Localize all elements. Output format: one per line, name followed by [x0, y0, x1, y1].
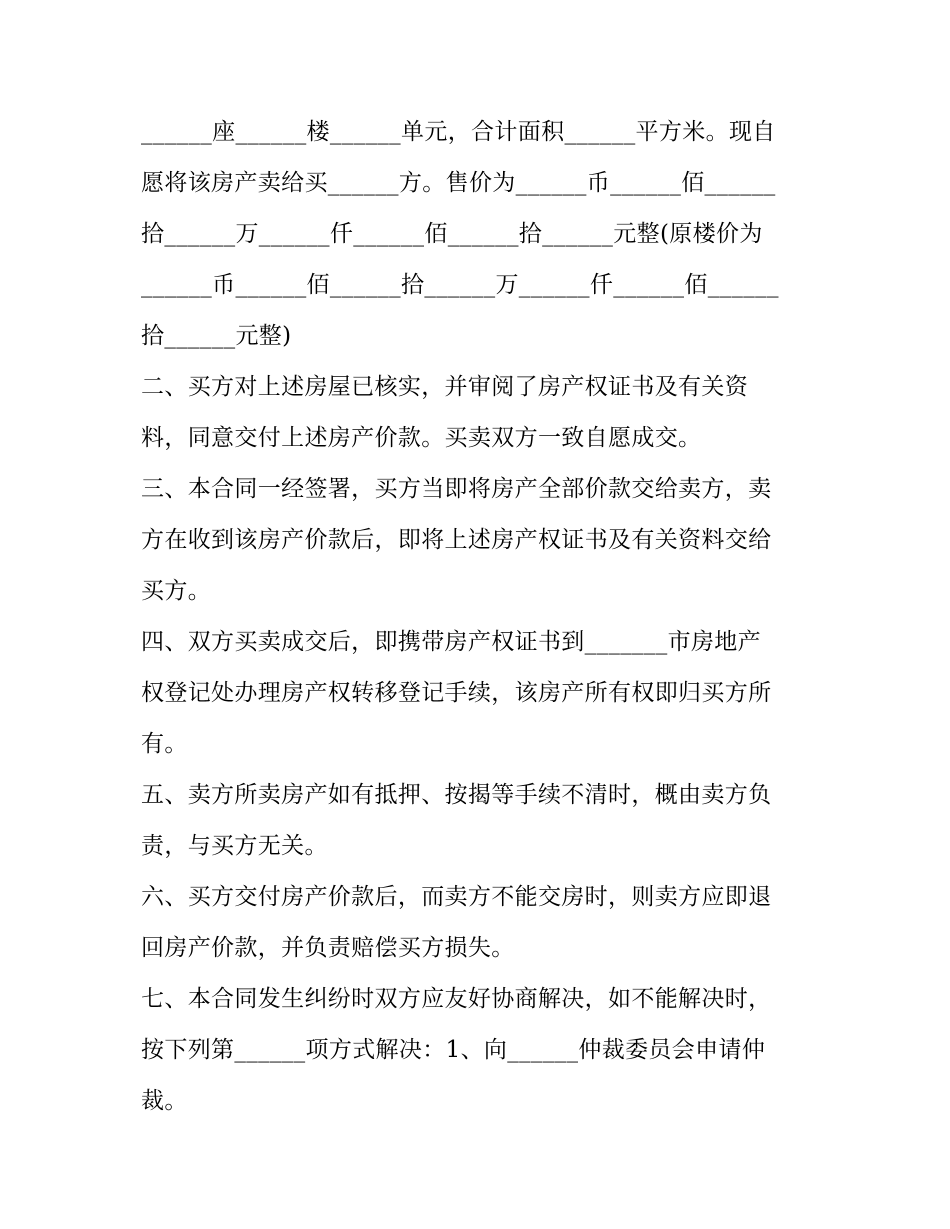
- clause-2-line-1: 二、买方对上述房屋已核实，并审阅了房产权证书及有关资: [141, 374, 749, 400]
- clause-6-line-1: 六、买方交付房产价款后，而卖方不能交房时，则卖方应即退: [141, 884, 772, 910]
- clause-5-line-1: 五、卖方所卖房产如有抵押、按揭等手续不清时，概由卖方负: [141, 782, 772, 808]
- contract-body: [141, 107, 821, 1127]
- clause-5-line-2: 责，与买方无关。: [141, 833, 328, 859]
- text-line-2: 愿将该房产卖给买______方。售价为______币______佰______: [141, 170, 776, 196]
- clause-4-line-2: 权登记处办理房产权转移登记手续，该房产所有权即归买方所: [141, 680, 772, 706]
- clause-7-line-3: 裁。: [141, 1088, 188, 1114]
- text-line-4: ______币______佰______拾______万______仟______佰______: [141, 272, 779, 298]
- clause-3-line-2: 方在收到该房产价款后，即将上述房产权证书及有关资料交给: [141, 527, 772, 553]
- clause-2-line-2: 料，同意交付上述房产价款。买卖双方一致自愿成交。: [141, 425, 702, 451]
- clause-4-line-3: 有。: [141, 731, 188, 757]
- clause-6-line-2: 回房产价款，并负责赔偿买方损失。: [141, 935, 515, 961]
- clause-7-line-1: 七、本合同发生纠纷时双方应友好协商解决，如不能解决时，: [141, 986, 772, 1012]
- text-line-5: 拾______元整): [141, 323, 292, 349]
- text-line-3: 拾______万______仟______佰______拾______元整(原楼价为: [141, 221, 763, 247]
- clause-3-line-1: 三、本合同一经签署，买方当即将房产全部价款交给卖方，卖: [141, 476, 772, 502]
- clause-7-line-2: 按下列第______项方式解决：1、向______仲裁委员会申请仲: [141, 1037, 766, 1063]
- clause-3-line-3: 买方。: [141, 578, 212, 604]
- clause-4-line-1: 四、双方买卖成交后，即携带房产权证书到_______市房地产: [141, 629, 761, 655]
- text-line-1: ______座______楼______单元，合计面积______平方米。现自: [141, 119, 776, 145]
